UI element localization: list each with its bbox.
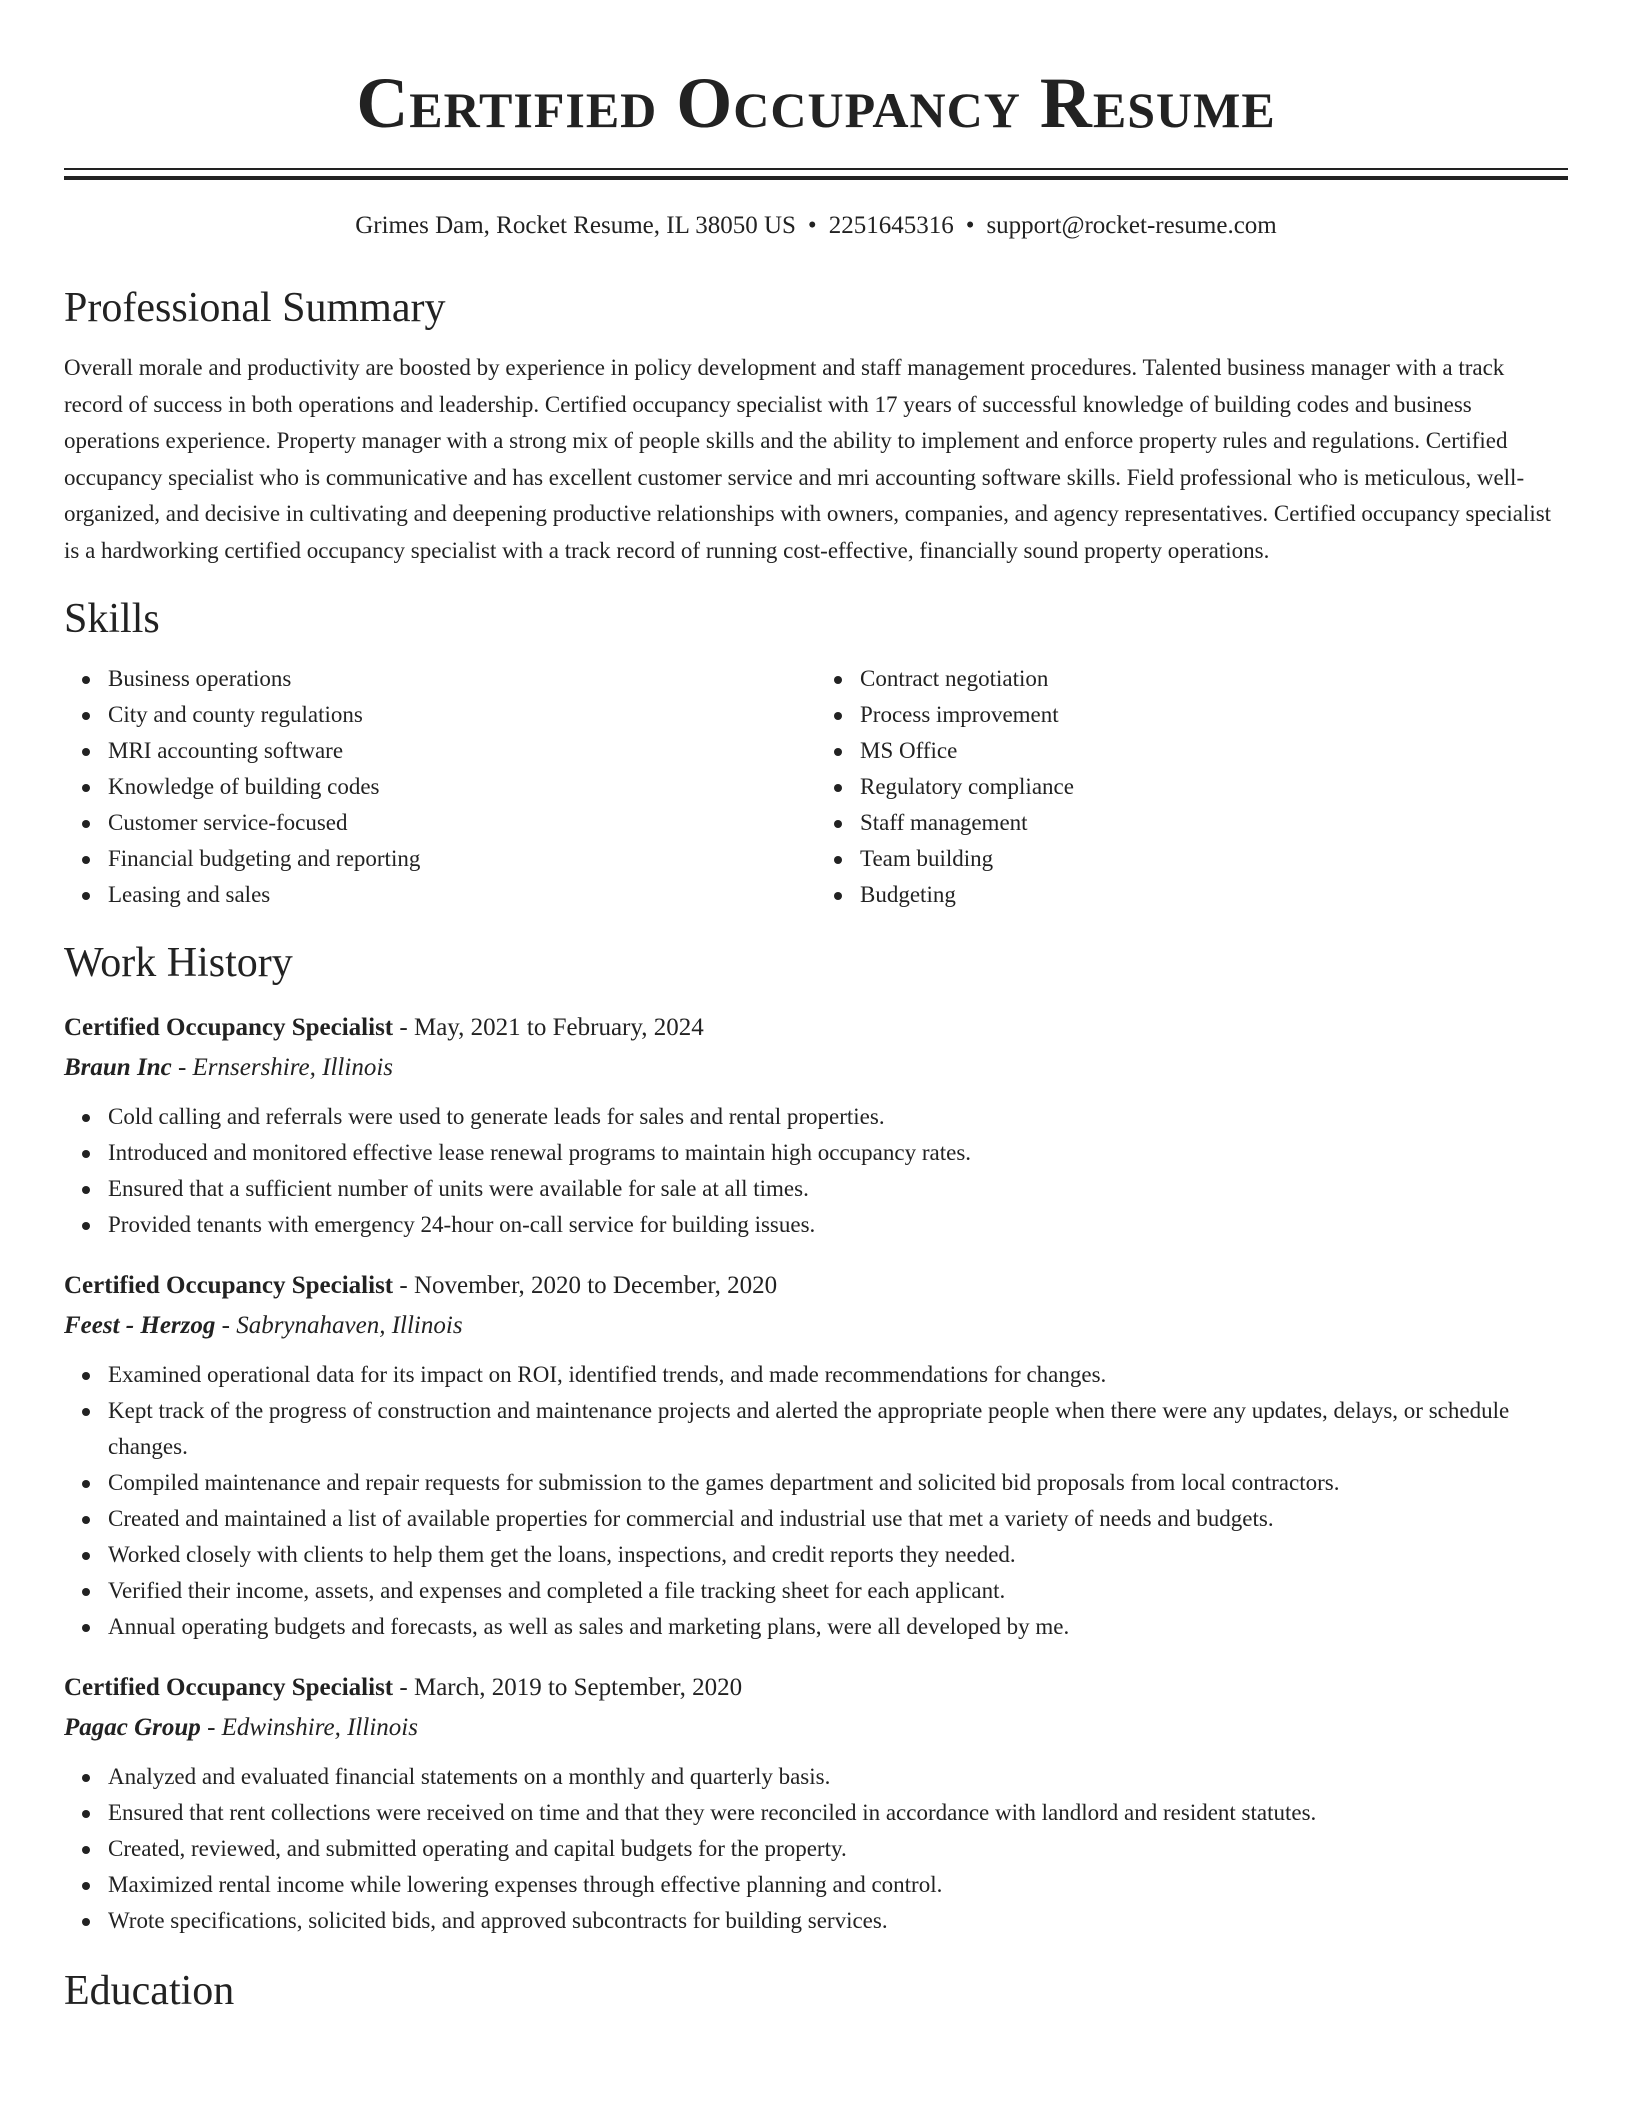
job-heading — [64, 1671, 1568, 1705]
job-title: Certified Occupancy Specialist — [64, 1014, 394, 1041]
work-history-heading: Work History — [64, 940, 293, 986]
duty-item: Analyzed and evaluated financial statements on a monthly and quarterly basis. — [108, 1759, 1568, 1795]
duty-item: Introduced and monitored effective lease renewal programs to maintain high occupancy rates. — [108, 1135, 1568, 1171]
job-duties — [64, 1759, 1568, 1939]
company-name: Pagac Group — [64, 1714, 201, 1741]
summary-text: Overall morale and productivity are boosted by experience in policy development and staff management procedures. Talented business manager with a track record of success in both operations and leadership. Certified occupancy specialist with 17 years of successful knowledge of building codes and business operations experience. Property manager with a strong mix of people skills and the ability to implement and enforce property rules and regulations. Certified occupancy specialist who is communicative and has excellent customer service and mri accounting software skills. Field professional who is meticulous, well-organized, and decisive in cultivating and deepening productive relationships with owners, companies, and agency representatives. Certified occupancy specialist is a hardworking certified occupancy specialist with a track record of running cost-effective, financially sound property operations. — [64, 355, 1552, 563]
duty-item: Verified their income, assets, and expenses and completed a file tracking sheet for each applicant. — [108, 1573, 1568, 1609]
duty-item: Worked closely with clients to help them get the loans, inspections, and credit reports they needed. — [108, 1537, 1568, 1573]
job-duties — [64, 1357, 1568, 1645]
job-employer — [64, 1051, 1568, 1085]
company-name: Feest - Herzog — [64, 1312, 216, 1339]
duty-item: Maximized rental income while lowering expenses through effective planning and control. — [108, 1867, 1568, 1903]
resume-title: Certified Occupancy Resume — [356, 63, 1276, 143]
job-location: - Sabrynahaven, Illinois — [215, 1312, 463, 1339]
duty-item: Examined operational data for its impact on ROI, identified trends, and made recommendations for changes. — [108, 1357, 1568, 1393]
contact-line — [64, 210, 1568, 242]
skills-list — [64, 661, 1568, 913]
title-divider-thick — [64, 176, 1568, 180]
education-heading: Education — [64, 1968, 235, 2014]
duty-item: Kept track of the progress of construction and maintenance projects and alerted the appropriate people when there were any updates, delays, or schedule changes. — [108, 1393, 1568, 1465]
job-heading — [64, 1011, 1568, 1045]
contact-phone: 2251645316 — [828, 212, 954, 239]
skill-item: Customer service-focused — [108, 805, 816, 841]
duty-item: Compiled maintenance and repair requests for submission to the games department and solicited bid proposals from local contractors. — [108, 1465, 1568, 1501]
job-heading — [64, 1269, 1568, 1303]
duty-item: Created, reviewed, and submitted operating and capital budgets for the property. — [108, 1831, 1568, 1867]
resume-page — [64, 0, 1568, 2017]
summary-heading: Professional Summary — [64, 285, 446, 331]
job-entry — [64, 1269, 1568, 1645]
contact-email: support@rocket-resume.com — [986, 212, 1277, 239]
skill-item: MS Office — [860, 733, 1568, 769]
skill-item: Financial budgeting and reporting — [108, 841, 816, 877]
company-name: Braun Inc — [64, 1054, 172, 1081]
duty-item: Created and maintained a list of available properties for commercial and industrial use that met a variety of needs and budgets. — [108, 1501, 1568, 1537]
job-employer — [64, 1309, 1568, 1343]
title-divider-thin — [64, 168, 1568, 170]
job-title: Certified Occupancy Specialist — [64, 1272, 394, 1299]
job-location: - Edwinshire, Illinois — [200, 1714, 418, 1741]
bullet-separator: • — [807, 212, 817, 239]
job-dates: - November, 2020 to December, 2020 — [393, 1272, 778, 1299]
job-entry — [64, 1671, 1568, 1939]
duty-item: Wrote specifications, solicited bids, and approved subcontracts for building services. — [108, 1903, 1568, 1939]
skill-item: Budgeting — [860, 877, 1568, 913]
skill-item: Team building — [860, 841, 1568, 877]
job-dates: - May, 2021 to February, 2024 — [393, 1014, 704, 1041]
skills-heading: Skills — [64, 596, 160, 642]
job-entry — [64, 1011, 1568, 1243]
skill-item: Leasing and sales — [108, 877, 816, 913]
skill-item: MRI accounting software — [108, 733, 816, 769]
skill-item: City and county regulations — [108, 697, 816, 733]
skills-column-right — [816, 661, 1568, 913]
skill-item: Staff management — [860, 805, 1568, 841]
duty-item: Provided tenants with emergency 24-hour on-call service for building issues. — [108, 1207, 1568, 1243]
job-duties — [64, 1099, 1568, 1243]
job-location: - Ernsershire, Illinois — [171, 1054, 393, 1081]
skill-item: Regulatory compliance — [860, 769, 1568, 805]
job-title: Certified Occupancy Specialist — [64, 1674, 394, 1701]
contact-address: Grimes Dam, Rocket Resume, IL 38050 US — [355, 212, 796, 239]
duty-item: Cold calling and referrals were used to generate leads for sales and rental properties. — [108, 1099, 1568, 1135]
skill-item: Process improvement — [860, 697, 1568, 733]
skill-item: Knowledge of building codes — [108, 769, 816, 805]
duty-item: Ensured that rent collections were received on time and that they were reconciled in accordance with landlord and resident statutes. — [108, 1795, 1568, 1831]
bullet-separator: • — [965, 212, 975, 239]
skills-column-left — [64, 661, 816, 913]
job-dates: - March, 2019 to September, 2020 — [393, 1674, 743, 1701]
duty-item: Annual operating budgets and forecasts, as well as sales and marketing plans, were all developed by me. — [108, 1609, 1568, 1645]
skill-item: Contract negotiation — [860, 661, 1568, 697]
duty-item: Ensured that a sufficient number of units were available for sale at all times. — [108, 1171, 1568, 1207]
skill-item: Business operations — [108, 661, 816, 697]
job-employer — [64, 1711, 1568, 1745]
